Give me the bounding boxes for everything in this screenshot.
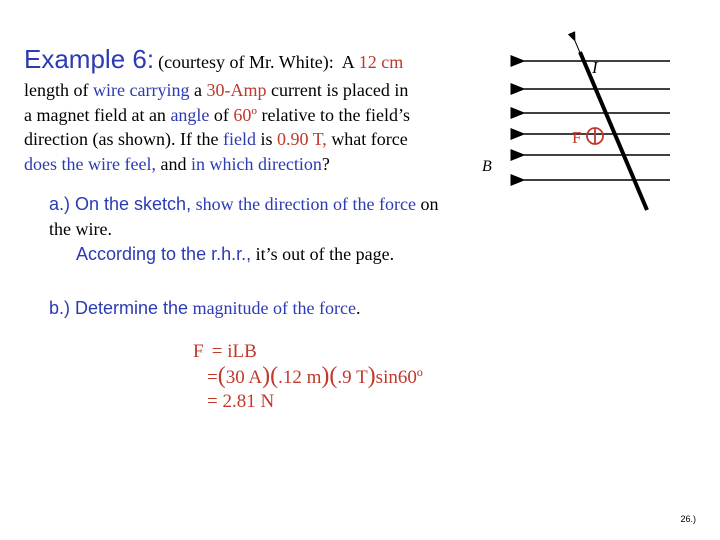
- part-b: b.) Determine the magnitude of the force.: [49, 298, 361, 318]
- current-arrow: [575, 41, 584, 62]
- field-diagram: [480, 30, 680, 220]
- equation-line-2: =(30 A)(.12 m)(.9 T)sin60º: [207, 363, 423, 389]
- magnetic-field-lines: [524, 61, 670, 180]
- slide-title: Example 6:: [24, 44, 155, 74]
- title-a: A: [341, 52, 355, 72]
- part-a-line-1: a.) On the sketch, show the direction of the force on: [49, 194, 439, 214]
- equation-block: [193, 340, 423, 414]
- part-a-answer: According to the r.h.r., it’s out of the page.: [76, 244, 395, 264]
- problem-line-5: does the wire feel, and in which direction?: [24, 153, 330, 174]
- title-credit: (courtesy of Mr. White):: [158, 52, 334, 72]
- equation-line-3: = 2.81 N: [207, 391, 275, 412]
- force-label: F: [572, 128, 582, 147]
- out-of-page-symbol: [587, 128, 603, 144]
- problem-line-3: a magnet field at an angle of 60º relative to the field’s: [24, 104, 410, 125]
- part-a-label: a.) On the sketch,: [49, 194, 192, 214]
- problem-text: [24, 78, 474, 176]
- problem-line-4: direction (as shown). If the field is 0.90 T, what force: [24, 129, 408, 149]
- part-a-line-2: the wire.: [49, 219, 112, 239]
- page-number: 26.): [680, 514, 696, 524]
- part-b-label: b.) Determine the: [49, 298, 189, 318]
- field-label: B: [482, 158, 492, 175]
- problem-line-2: length of wire carrying a 30-Amp current is placed in: [24, 80, 409, 100]
- current-label: I: [592, 58, 598, 77]
- title-line: [24, 44, 403, 75]
- equation-line-1: F = iLB: [193, 341, 257, 362]
- current-wire: [580, 52, 647, 210]
- part-a: [49, 192, 439, 267]
- title-length-value: 12 cm: [358, 52, 404, 72]
